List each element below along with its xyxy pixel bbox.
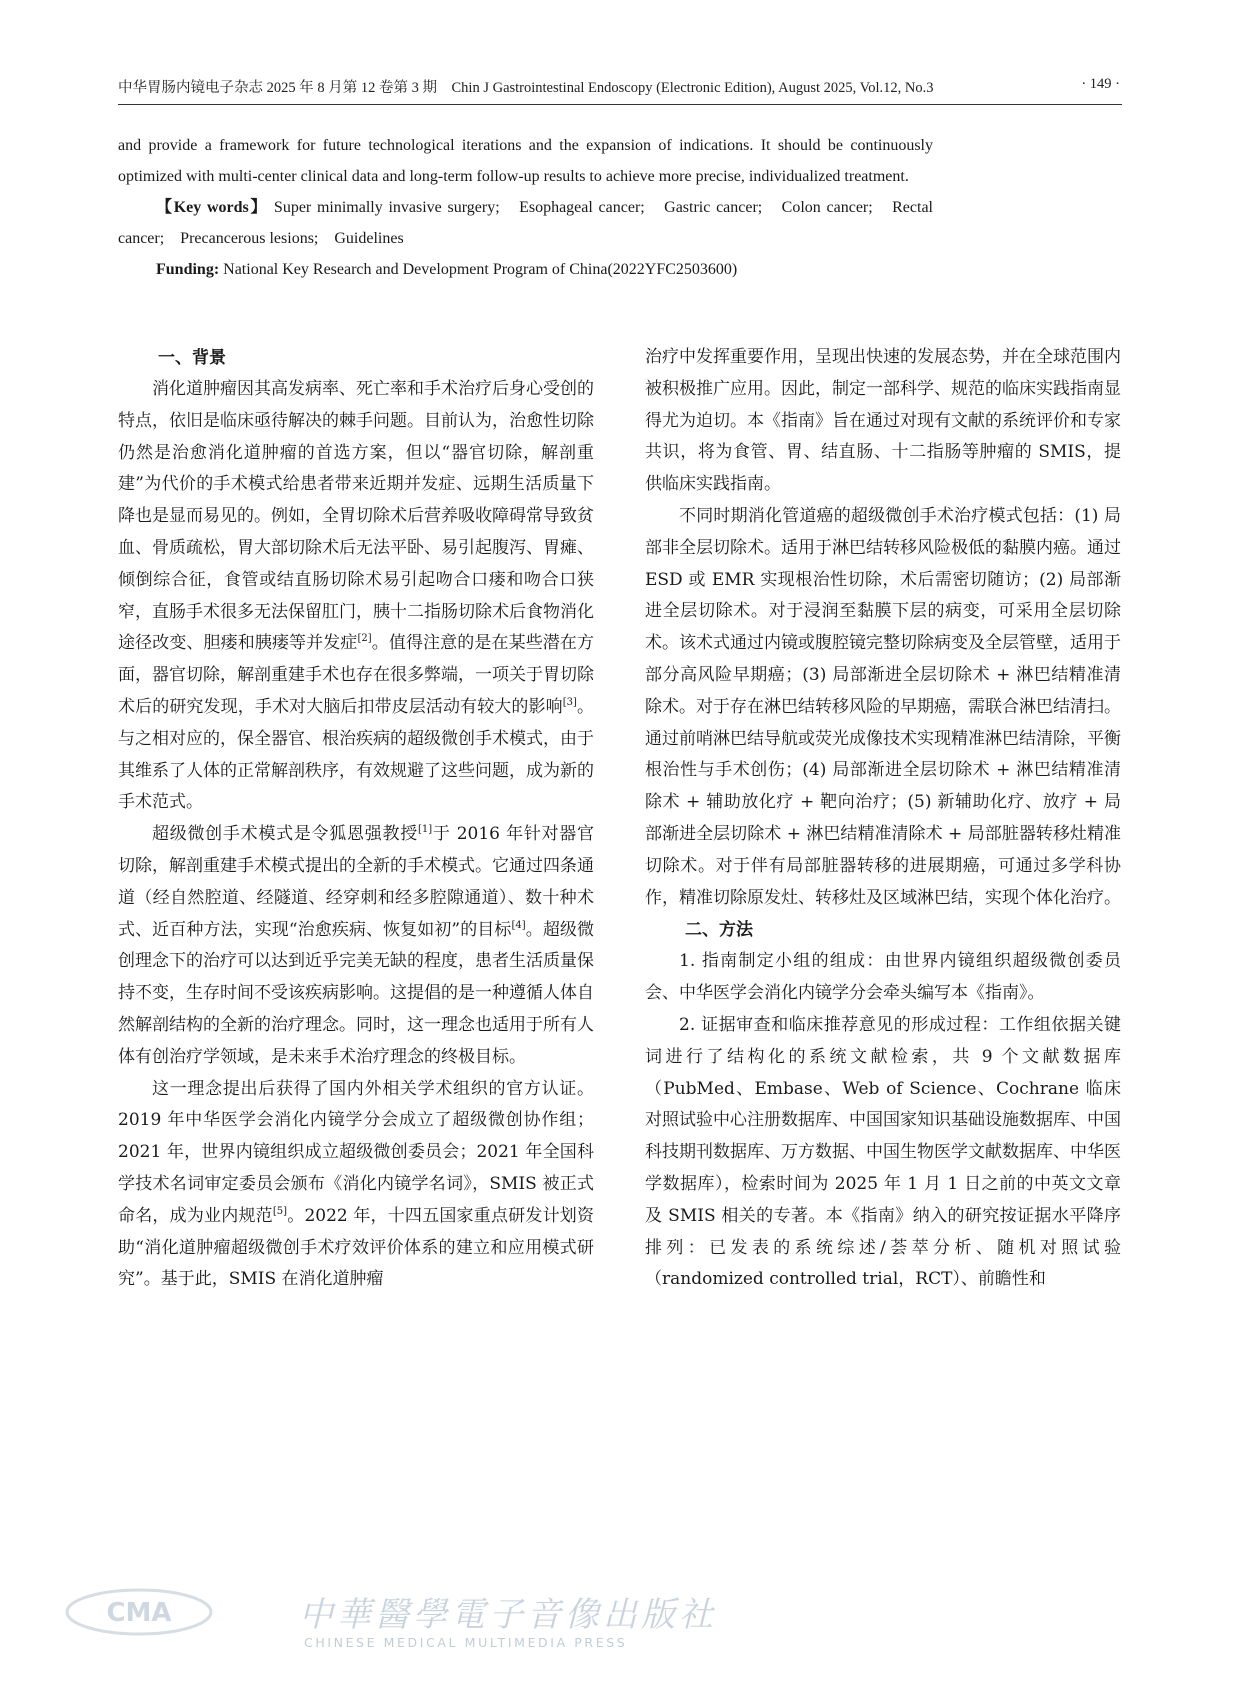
funding-text: National Key Research and Development Program of China(2022YFC2503600): [223, 261, 738, 278]
text-run: 。与之相对应的，保全器官、根治疾病的超级微创手术模式，由于其维系了人体的正常解剖秩序，有效规避了这些问题，成为新的手术范式。: [118, 696, 595, 813]
section-heading-background: 一、背景: [158, 348, 226, 368]
text-run: 。2022 年，十四五国家重点研发计划资助“消化道肿瘤超级微创手术疗效评价体系的建立和应用模式研究”。基于此，SMIS 在消化道肿瘤: [118, 1205, 594, 1290]
paragraph: 治疗中发挥重要作用，呈现出快速的发展态势，并在全球范围内被积极推广应用。因此，制定一部科学、规范的临床实践指南显得尤为迫切。本《指南》旨在通过对现有文献的系统评价和专家共识，将为食管、胃、结直肠、十二指肠等肿瘤的 SMIS，提供临床实践指南。: [645, 347, 1121, 495]
paragraph: 不同时期消化管道癌的超级微创手术治疗模式包括：(1) 局部非全层切除术。适用于淋巴结转移风险极低的黏膜内癌。通过 ESD 或 EMR 实现根治性切除，术后需密切随访；(2) 局部渐进全层切除术。对于浸润至黏膜下层的病变，可采用全层切除术。该术式通过内镜或腹腔镜完整切除病变及全层管壁，适用于部分高风险早期癌；(3) 局部渐进全层切除术 + 淋巴结精准清除术。对于存在淋巴结转移风险的早期癌，需联合淋巴结清扫。通过前哨淋巴结导航或荧光成像技术实现精准淋巴结清除，平衡根治性与手术创伤；(4) 局部渐进全层切除术 + 淋巴结精准清除术 + 辅助放化疗 + 靶向治疗；(5) 新辅助化疗、放疗 + 局部渐进全层切除术 + 淋巴结精准清除术 + 局部脏器转移灶精准切除术。对于伴有局部脏器转移的进展期癌，可通过多学科协作，精准切除原发灶、转移灶及区域淋巴结，实现个体化治疗。: [645, 505, 1121, 908]
paragraph: 2. 证据审查和临床推荐意见的形成过程：工作组依据关键词进行了结构化的系统文献检索，共 9 个文献数据库（PubMed、Embase、Web of Science、Cochrane 临床对照试验中心注册数据库、中国国家知识基础设施数据库、中国科技期刊数据库、万方数据、中国生物医学文献数据库、中华医学数据库），检索时间为 2025 年 1 月 1 日之前的中英文文章及 SMIS 相关的专著。本《指南》纳入的研究按证据水平降序排列：已发表的系统综述/荟萃分析、随机对照试验（randomized controlled trial，RCT）、前瞻性和: [645, 1014, 1121, 1290]
left-column: [118, 342, 594, 1296]
text-run: 。值得注意的是在某些潜在方面，器官切除，解剖重建手术也存在很多弊端，一项关于胃切除术后的研究发现，手术对大脑后扣带皮层活动有较大的影响: [118, 633, 595, 717]
paragraph: 1. 指南制定小组的组成：由世界内镜组织超级微创委员会、中华医学会消化内镜学分会牵头编写本《指南》。: [645, 951, 1121, 1004]
citation-ref[interactable]: [5]: [272, 1205, 288, 1217]
funding-label: Funding:: [156, 261, 220, 278]
header-rule: [118, 104, 1122, 105]
citation-ref[interactable]: [1]: [417, 824, 433, 836]
keywords-label: 【Key words】: [156, 199, 269, 216]
cma-logo-icon: [64, 1587, 214, 1637]
text-run: 于 2016 年针对器官切除，解剖重建手术模式提出的全新的手术模式。它通过四条通道（经自然腔道、经隧道、经穿刺和经多腔隙通道）、数十种术式、近百种方法，实现“治愈疾病、恢复如初”的目标: [118, 824, 595, 940]
abstract-text: and provide a framework for future technological iterations and the expansion of indications. It should be continuously optimized with multi-center clinical data and long-term follow-up results to achieve more precise, individualized treatment.: [118, 137, 933, 185]
publisher-logo: [64, 1575, 717, 1657]
paragraph: [118, 374, 594, 819]
keywords-text: Super minimally invasive surgery; Esophageal cancer; Gastric cancer; Colon cancer; Rectal cancer; Precancerous lesions; Guidelines: [118, 199, 933, 247]
press-name-cn: 中華醫學電子音像出版社: [299, 1595, 717, 1635]
text-run: 超级微创手术模式是令狐恩强教授: [152, 824, 418, 845]
right-column: [645, 342, 1121, 1296]
paragraph: [118, 1074, 594, 1297]
text-run: 。超级微创理念下的治疗可以达到近乎完美无缺的程度，患者生活质量保持不变，生存时间不受该疾病影响。这提倡的是一种遵循人体自然解剖结构的全新的治疗理念。同时，这一理念也适用于所有人体有创治疗学领域，是未来手术治疗理念的终极目标。: [118, 919, 595, 1067]
paragraph: [118, 819, 594, 1073]
press-name-en: CHINESE MEDICAL MULTIMEDIA PRESS: [304, 1635, 628, 1650]
citation-ref[interactable]: [4]: [511, 919, 526, 931]
journal-citation: 中华胃肠内镜电子杂志 2025 年 8 月第 12 卷第 3 期 Chin J Gastrointestinal Endoscopy (Electronic Edition), August 2025, Vol.12, No.3: [118, 80, 934, 96]
text-run: 这一理念提出后获得了国内外相关学术组织的官方认证。2019 年中华医学会消化内镜学分会成立了超级微创协作组；2021 年，世界内镜组织成立超级微创委员会；2021 年全国科学技术名词审定委员会颁布《消化内镜学名词》，SMIS 被正式命名，成为业内规范: [118, 1078, 594, 1226]
keywords-line: [118, 192, 933, 254]
section-heading-methods: 二、方法: [685, 920, 753, 941]
funding-line: [118, 254, 933, 285]
abstract-continuation: [118, 130, 933, 285]
page-number: · 149 ·: [1081, 76, 1120, 92]
citation-ref[interactable]: [2]: [357, 633, 372, 645]
citation-ref[interactable]: [3]: [562, 696, 577, 708]
svg-text:CMA: CMA: [106, 1598, 172, 1628]
text-run: 消化道肿瘤因其高发病率、死亡率和手术治疗后身心受创的特点，依旧是临床亟待解决的棘手问题。目前认为，治愈性切除仍然是治愈消化道肿瘤的首选方案，但以“器官切除，解剖重建”为代价的手术模式给患者带来近期并发症、远期生活质量下降也是显而易见的。例如，全胃切除术后营养吸收障碍常导致贫血、骨质疏松，胃大部切除术后无法平卧、易引起腹泻、胃瘫、倾倒综合征，食管或结直肠切除术易引起吻合口瘘和吻合口狭窄，直肠手术很多无法保留肛门，胰十二指肠切除术后食物消化途径改变、胆瘘和胰瘘等并发症: [118, 379, 594, 654]
